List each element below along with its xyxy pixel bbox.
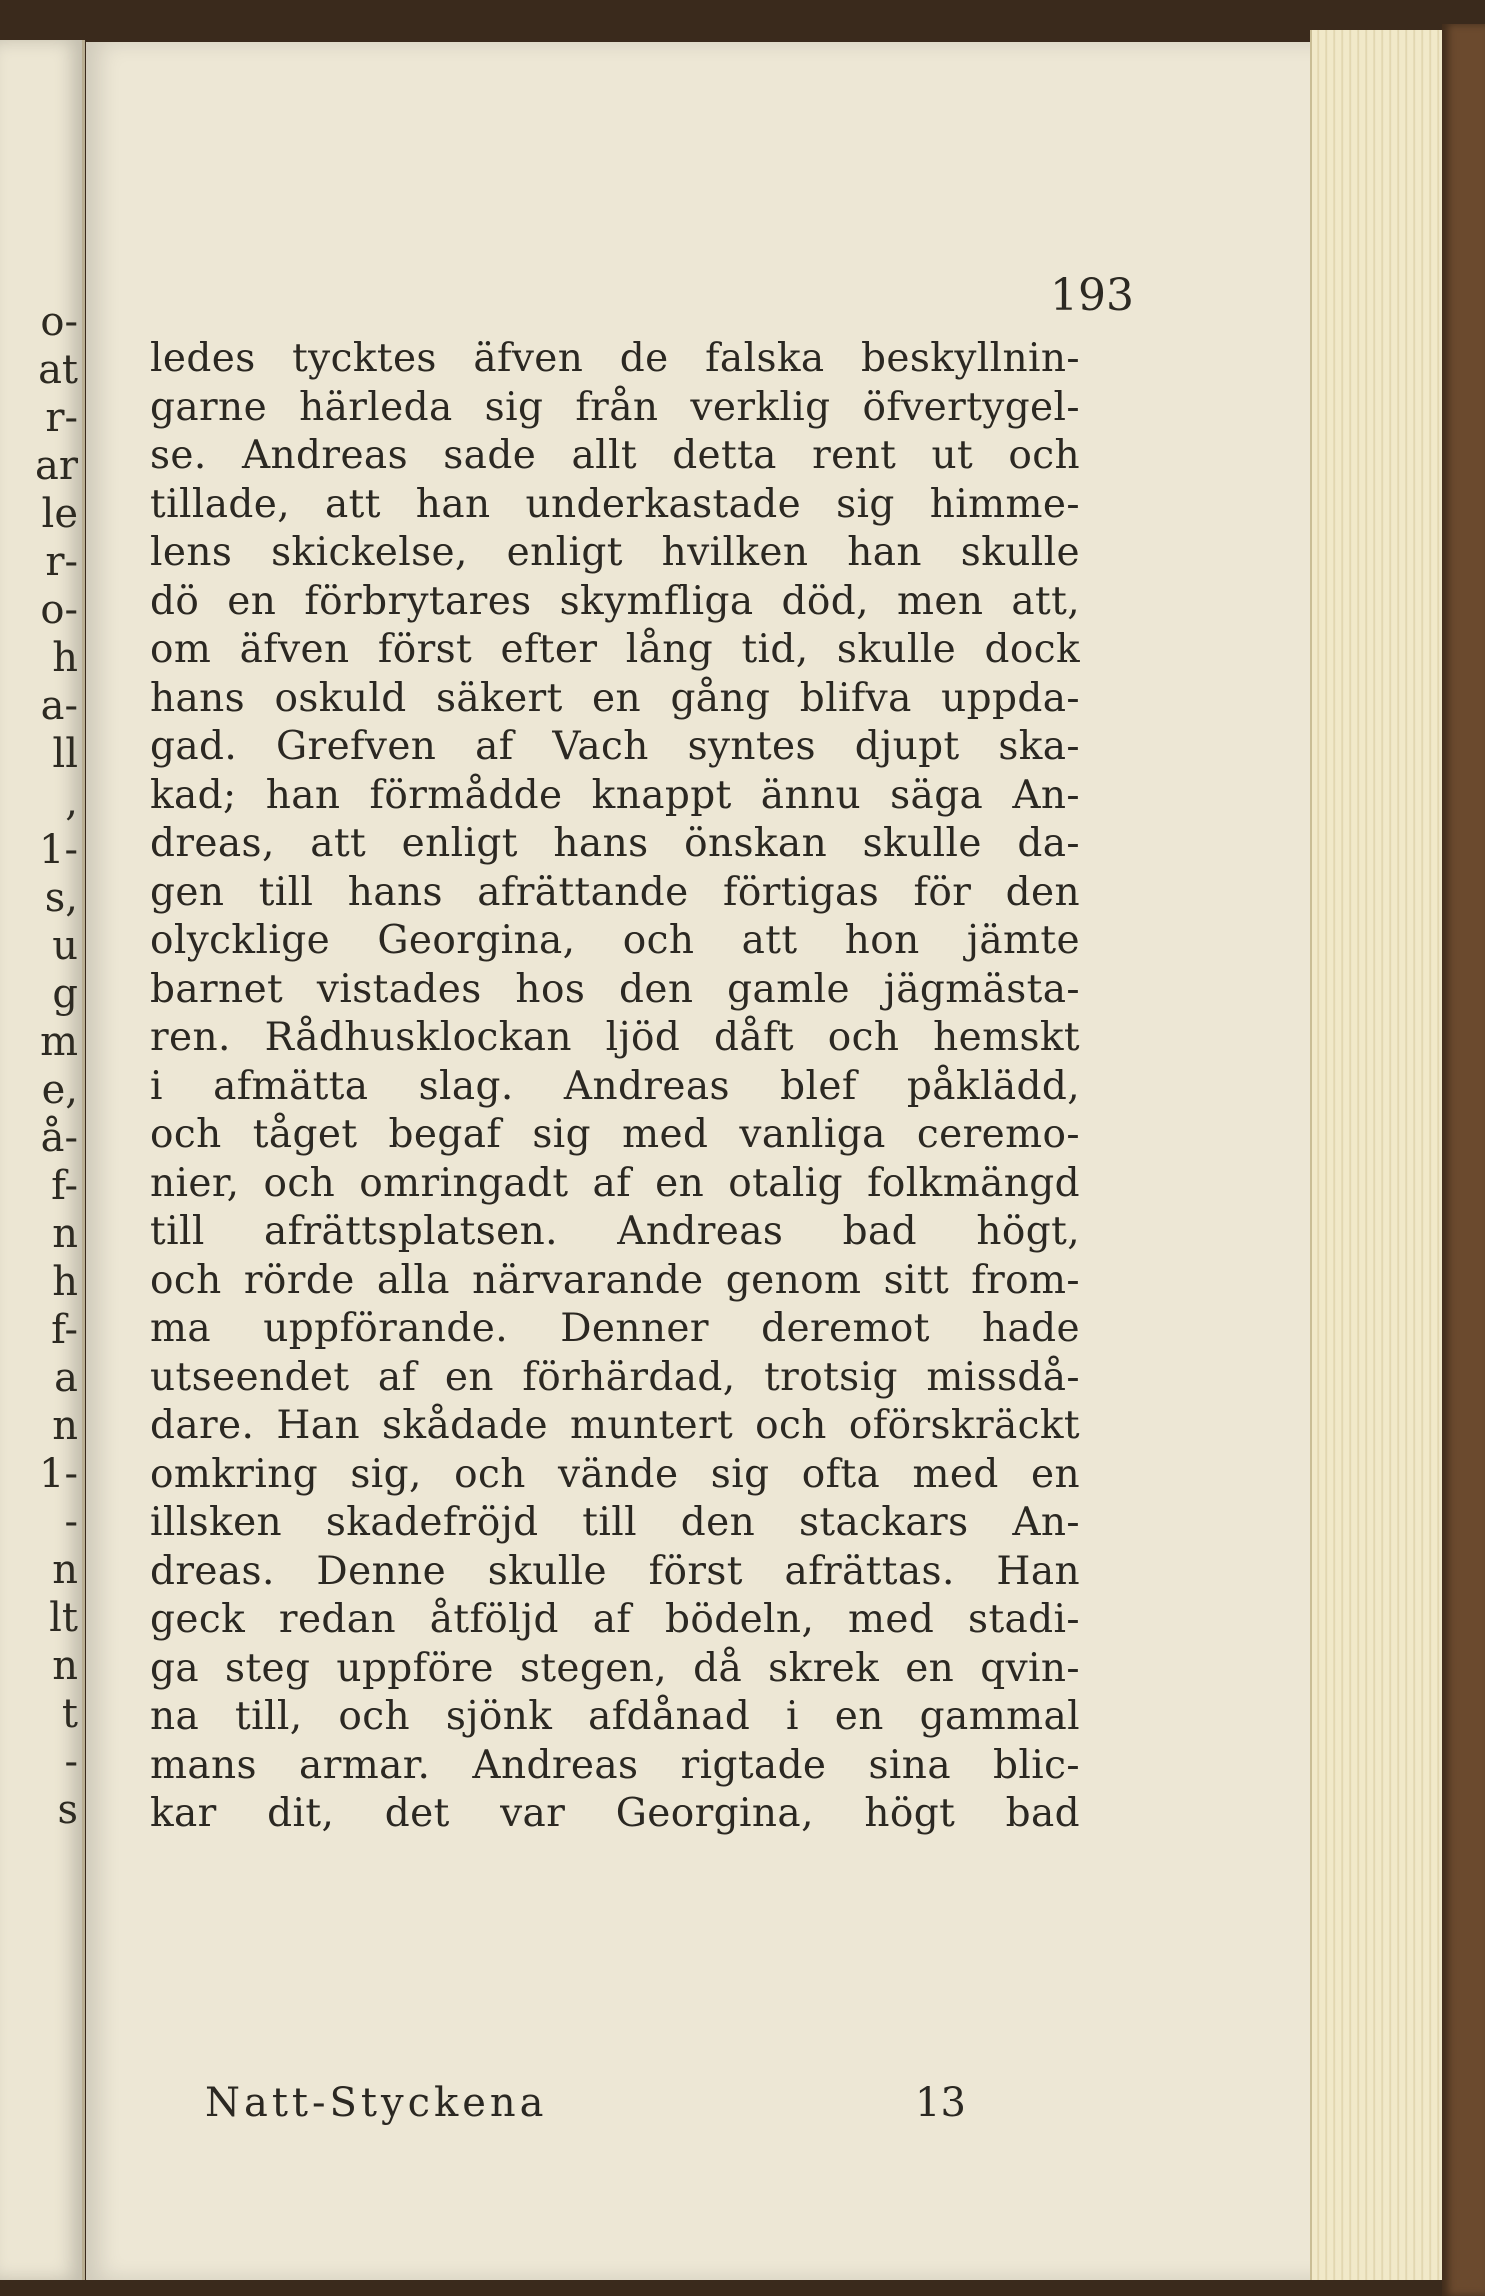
left-page-fragment: h: [52, 1259, 78, 1305]
left-page-fragment: m: [40, 1019, 78, 1065]
left-page-fragment: r-: [45, 395, 78, 441]
left-page-fragment: ar: [35, 443, 78, 489]
text-line: ren. Rådhusklockan ljöd dåft och hemskt: [150, 1015, 1080, 1060]
left-page-fragment: u: [52, 923, 78, 969]
left-page-fragment: 1-: [39, 1451, 78, 1497]
page-edges: [1310, 30, 1462, 2280]
left-page-fragment: ,: [65, 779, 78, 825]
text-line: dreas. Denne skulle först afrättas. Han: [150, 1548, 1080, 1594]
text-line: i afmätta slag. Andreas blef påklädd,: [150, 1063, 1080, 1109]
left-page-fragment: -: [64, 1499, 78, 1545]
left-page-fragment: n: [52, 1211, 78, 1257]
text-line: garne härleda sig från verklig öfvertygel-: [150, 384, 1080, 430]
left-page-fragment: s,: [44, 875, 78, 921]
text-line: mans armar. Andreas rigtade sina blic-: [150, 1742, 1080, 1788]
left-page-fragment: lt: [49, 1595, 78, 1641]
left-page-fragment: 1-: [39, 827, 78, 873]
left-page-fragment: h: [52, 635, 78, 681]
sheet-number: 13: [915, 2080, 966, 2126]
left-page-fragment: n: [52, 1547, 78, 1593]
left-page-fragment: le: [41, 491, 78, 537]
text-line: hans oskuld säkert en gång blifva uppda-: [150, 675, 1080, 721]
text-line: ga steg uppföre stegen, då skrek en qvin-: [150, 1645, 1080, 1691]
page-number: 193: [1050, 270, 1134, 321]
text-line: och tåget begaf sig med vanliga ceremo-: [150, 1112, 1080, 1157]
text-line: gad. Grefven af Vach syntes djupt ska-: [150, 724, 1080, 769]
left-page-fragment: -: [64, 1739, 78, 1785]
text-line: dreas, att enligt hans önskan skulle da-: [150, 821, 1080, 866]
text-line: om äfven först efter lång tid, skulle dock: [150, 627, 1080, 672]
left-page-fragment: o-: [40, 299, 78, 345]
text-line: geck redan åtföljd af bödeln, med stadi-: [150, 1597, 1080, 1642]
text-line: utseendet af en förhärdad, trotsig missdå-: [150, 1354, 1080, 1400]
text-line: dare. Han skådade muntert och oförskräckt: [150, 1403, 1080, 1448]
left-page-fragment: t: [61, 1691, 78, 1737]
left-page-fragment: f-: [51, 1163, 78, 1209]
left-page-fragment: n: [52, 1643, 78, 1689]
text-line: nier, och omringadt af en otalig folkmängd: [150, 1160, 1080, 1206]
left-page-fragment: f-: [51, 1307, 78, 1353]
left-page-fragment: r-: [45, 539, 78, 585]
text-line: olycklige Georgina, och att hon jämte: [150, 918, 1080, 963]
text-line: ledes tycktes äfven de falska beskyllnin-: [150, 336, 1080, 381]
text-line: se. Andreas sade allt detta rent ut och: [150, 433, 1080, 478]
text-line: lens skickelse, enligt hvilken han skulle: [150, 530, 1080, 575]
left-page-fragment: n: [52, 1403, 78, 1449]
text-line: na till, och sjönk afdånad i en gammal: [150, 1694, 1080, 1739]
left-page-fragment: at: [38, 347, 78, 393]
text-line: ma uppförande. Denner deremot hade: [150, 1306, 1080, 1351]
text-line: barnet vistades hos den gamle jägmästa-: [150, 966, 1080, 1012]
signature-mark: Natt-Styckena: [205, 2080, 548, 2126]
left-page-fragment: e,: [41, 1067, 78, 1113]
left-page-fragment: å-: [40, 1115, 78, 1161]
text-line: och rörde alla närvarande genom sitt from-: [150, 1257, 1080, 1303]
left-page-fragment: g: [52, 971, 78, 1017]
text-line: dö en förbrytares skymfliga död, men att,: [150, 578, 1080, 624]
left-page-fragment: a: [54, 1355, 78, 1401]
body-text: [150, 335, 1080, 1839]
text-line: till afrättsplatsen. Andreas bad högt,: [150, 1209, 1080, 1254]
left-page-fragment: o-: [40, 587, 78, 633]
left-page-fragment: a-: [40, 683, 78, 729]
left-page: [0, 40, 85, 2280]
book-cover-edge: [1442, 24, 1485, 2296]
text-line: omkring sig, och vände sig ofta med en: [150, 1451, 1080, 1497]
text-line: kar dit, det var Georgina, högt bad: [150, 1791, 1080, 1836]
left-page-fragment: s: [57, 1787, 78, 1833]
text-line: illsken skadefröjd till den stackars An-: [150, 1500, 1080, 1545]
text-line: tillade, att han underkastade sig himme-: [150, 481, 1080, 527]
text-line: kad; han förmådde knappt ännu säga An-: [150, 772, 1080, 818]
text-line: gen till hans afrättande förtigas för den: [150, 869, 1080, 915]
left-page-fragment: ll: [52, 731, 78, 777]
